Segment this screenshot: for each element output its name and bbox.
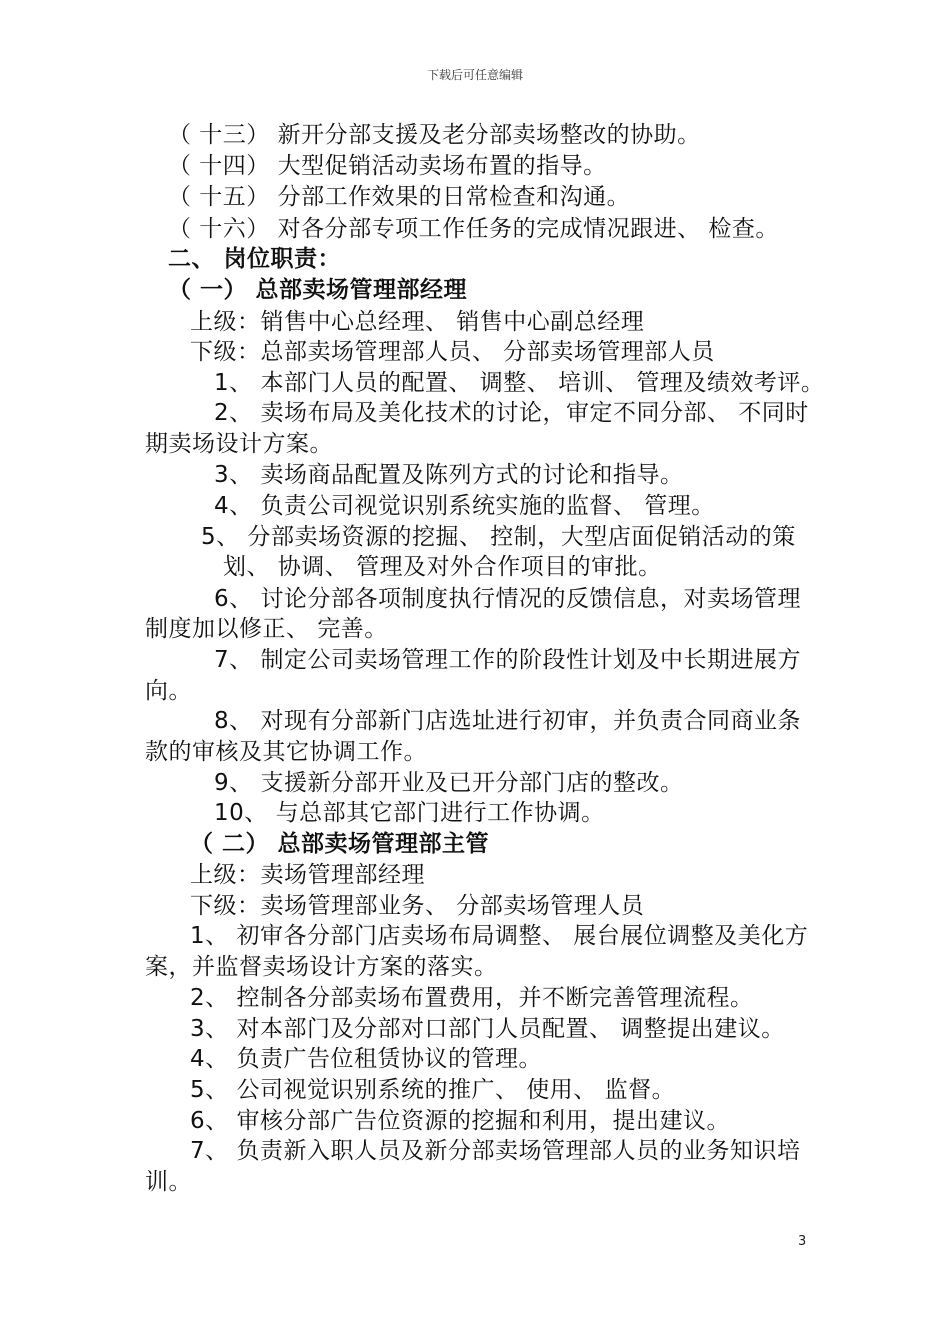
list-item: （ 十六） 对各分部专项工作任务的完成情况跟进、 检查。: [168, 216, 779, 242]
manager-duty: 6、 讨论分部各项制度执行情况的反馈信息，对卖场管理: [214, 586, 801, 612]
list-item: （ 十四） 大型促销活动卖场布置的指导。: [168, 153, 607, 179]
list-item: （ 十三） 新开分部支援及老分部卖场整改的协助。: [168, 122, 701, 148]
manager-duty: 向。: [145, 678, 192, 704]
supervisor-duty: 3、 对本部门及分部对口部门人员配置、 调整提出建议。: [190, 1016, 785, 1042]
supervisor-duty: 4、 负责广告位租赁协议的管理。: [190, 1046, 542, 1072]
manager-duty: 5、 分部卖场资源的挖掘、 控制，大型店面促销活动的策: [201, 524, 796, 550]
manager-subordinate: 下级：总部卖场管理部人员、 分部卖场管理部人员: [190, 339, 715, 365]
manager-duty: 期卖场设计方案。: [145, 431, 333, 457]
manager-duty: 1、 本部门人员的配置、 调整、 培训、 管理及绩效考评。: [214, 370, 825, 396]
manager-duty: 4、 负责公司视觉识别系统实施的监督、 管理。: [214, 493, 715, 519]
manager-superior: 上级：销售中心总经理、 销售中心副总经理: [190, 309, 645, 335]
list-item: （ 十五） 分部工作效果的日常检查和沟通。: [168, 184, 631, 210]
supervisor-duty: 1、 初审各分部门店卖场布局调整、 展台展位调整及美化方: [190, 923, 809, 949]
manager-duty: 制度加以修正、 完善。: [145, 616, 388, 642]
manager-duty: 2、 卖场布局及美化技术的讨论，审定不同分部、 不同时: [214, 400, 809, 426]
header-note: 下载后可任意编辑: [426, 68, 523, 82]
supervisor-duty: 2、 控制各分部卖场布置费用，并不断完善管理流程。: [190, 985, 754, 1011]
supervisor-subordinate: 下级：卖场管理部业务、 分部卖场管理人员: [190, 893, 645, 919]
manager-duty: 款的审核及其它协调工作。: [145, 739, 427, 765]
manager-duty: 3、 卖场商品配置及陈列方式的讨论和指导。: [214, 462, 684, 488]
manager-title: （ 一） 总部卖场管理部经理: [168, 277, 468, 303]
manager-duty: 9、 支援新分部开业及已开分部门店的整改。: [214, 770, 684, 796]
supervisor-duty: 7、 负责新入职人员及新分部卖场管理部人员的业务知识培: [190, 1138, 801, 1164]
supervisor-duty: 6、 审核分部广告位资源的挖掘和利用，提出建议。: [190, 1108, 730, 1134]
supervisor-superior: 上级：卖场管理部经理: [190, 862, 425, 888]
section-heading: 二、 岗位职责：: [168, 246, 342, 272]
manager-duty: 7、 制定公司卖场管理工作的阶段性计划及中长期进展方: [214, 647, 801, 673]
manager-duty: 8、 对现有分部新门店选址进行初审，并负责合同商业条: [214, 708, 801, 734]
manager-duty: 10、 与总部其它部门进行工作协调。: [214, 800, 605, 826]
supervisor-duty: 训。: [145, 1169, 192, 1195]
supervisor-duty: 案，并监督卖场设计方案的落实。: [145, 954, 498, 980]
supervisor-title: （ 二） 总部卖场管理部主管: [190, 831, 490, 857]
supervisor-duty: 5、 公司视觉识别系统的推广、 使用、 监督。: [190, 1077, 676, 1103]
manager-duty: 划、 协调、 管理及对外合作项目的审批。: [223, 554, 662, 580]
page-number: 3: [798, 1234, 807, 1249]
